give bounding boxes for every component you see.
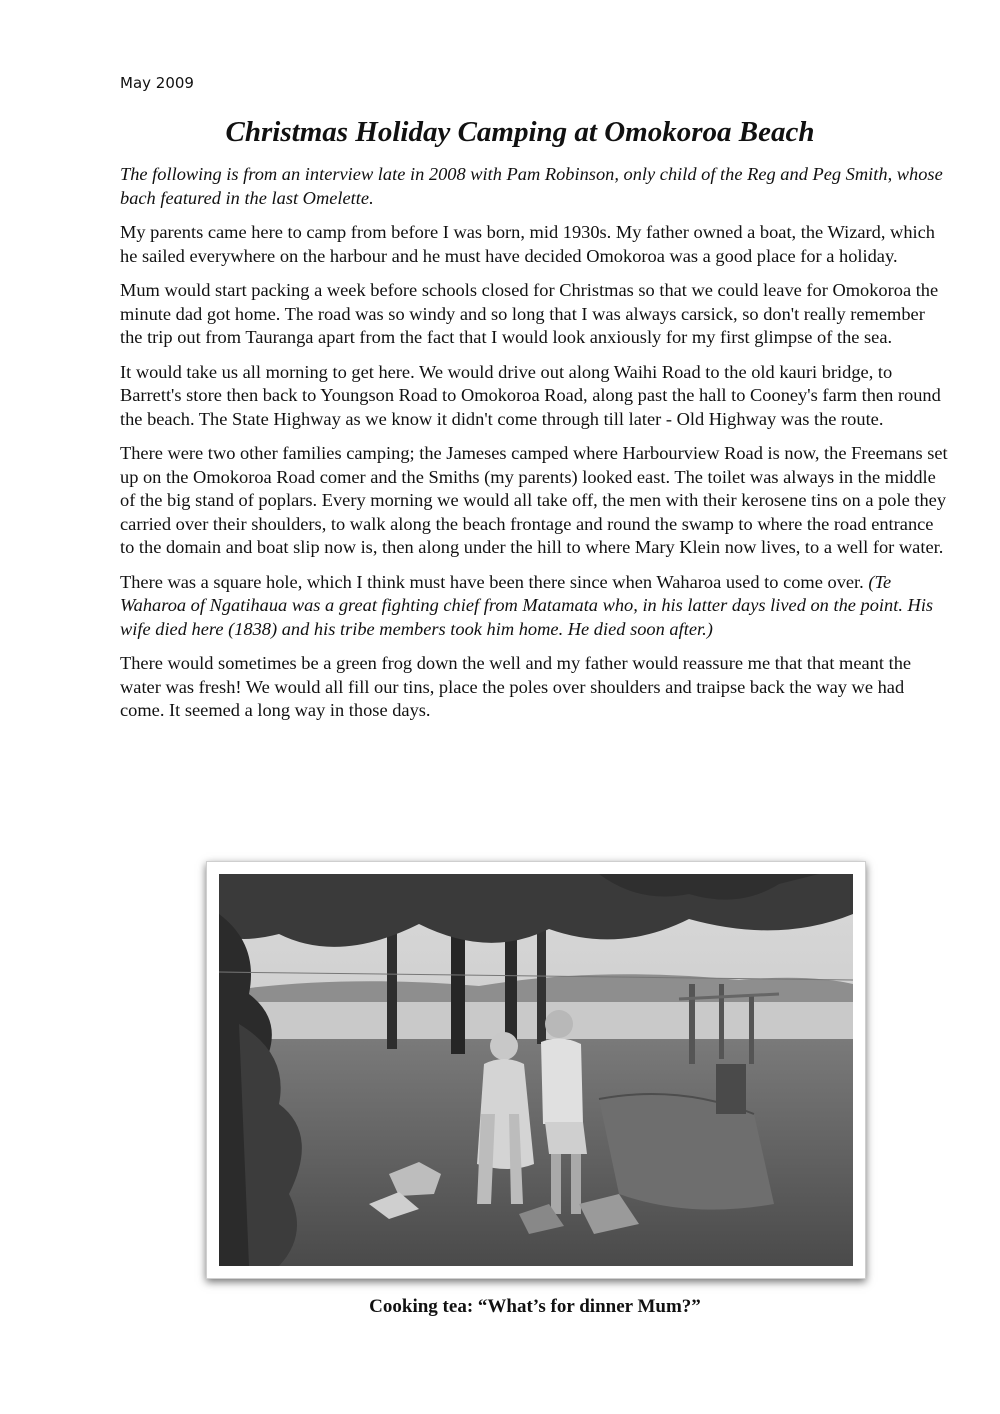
article-body xyxy=(120,163,950,734)
photo-caption: Cooking tea: “What’s for dinner Mum?” xyxy=(369,1296,701,1317)
square-hole-text: There was a square hole, which I think must have been there since when Waharoa used to come over. xyxy=(120,571,864,592)
waharoa-note: (Te Waharoa of Ngatihaua was a great fighting chief from Matamata who, in his latter days lived on the point. His wife died here (1838) and his tribe members took him home. He died soon after.) xyxy=(120,571,934,639)
paragraph-6: There would sometimes be a green frog down the well and my father would reassure me that that meant the water was fresh! We would all fill our tins, place the poles over shoulders and traipse back the way we had come. It seemed a long way in those days. xyxy=(120,653,912,720)
photo-image xyxy=(219,874,853,1266)
article-title: Christmas Holiday Camping at Omokoroa Beach xyxy=(225,116,815,148)
paragraph-4: There were two other families camping; the Jameses camped where Harbourview Road is now, the Freemans set up on the Omokoroa Road comer and the Smiths (my parents) looked east. The toilet was always in the middle of the big stand of poplars. Every morning we would all take off, the men with their kerosene tins on a pole they carried over their shoulders, to walk along the beach frontage and round the swamp to where the road entrance to the domain and boat slip now is, then along under the hill to where Mary Klein now lives, to a well for water. xyxy=(120,443,948,557)
paragraph-2: Mum would start packing a week before schools closed for Christmas so that we could leave for Omokoroa the minute dad got home. The road was so windy and so long that I was always carsick, so don't really remember the trip out from Tauranga apart from the fact that I would look anxiously for my first glimpse of the sea. xyxy=(120,280,939,347)
paragraph-5 xyxy=(120,571,950,642)
camping-photo xyxy=(206,861,866,1279)
paragraph-1: My parents came here to camp from before I was born, mid 1930s. My father owned a boat, the Wizard, which he sailed everywhere on the harbour and he must have decided Omokoroa was a good place for a holiday. xyxy=(120,222,935,266)
article-intro: The following is from an interview late in 2008 with Pam Robinson, only child of the Reg and Peg Smith, whose bach featured in the last Omelette. xyxy=(120,164,943,208)
paragraph-3: It would take us all morning to get here. We would drive out along Waihi Road to the old kauri bridge, to Barrett's store then back to Youngson Road to Omokoroa Road, along past the hall to Cooney's farm then round the beach. The State Highway as we know it didn't come through till later - Old Highway was the route. xyxy=(120,361,941,429)
issue-date: May 2009 xyxy=(120,74,194,92)
